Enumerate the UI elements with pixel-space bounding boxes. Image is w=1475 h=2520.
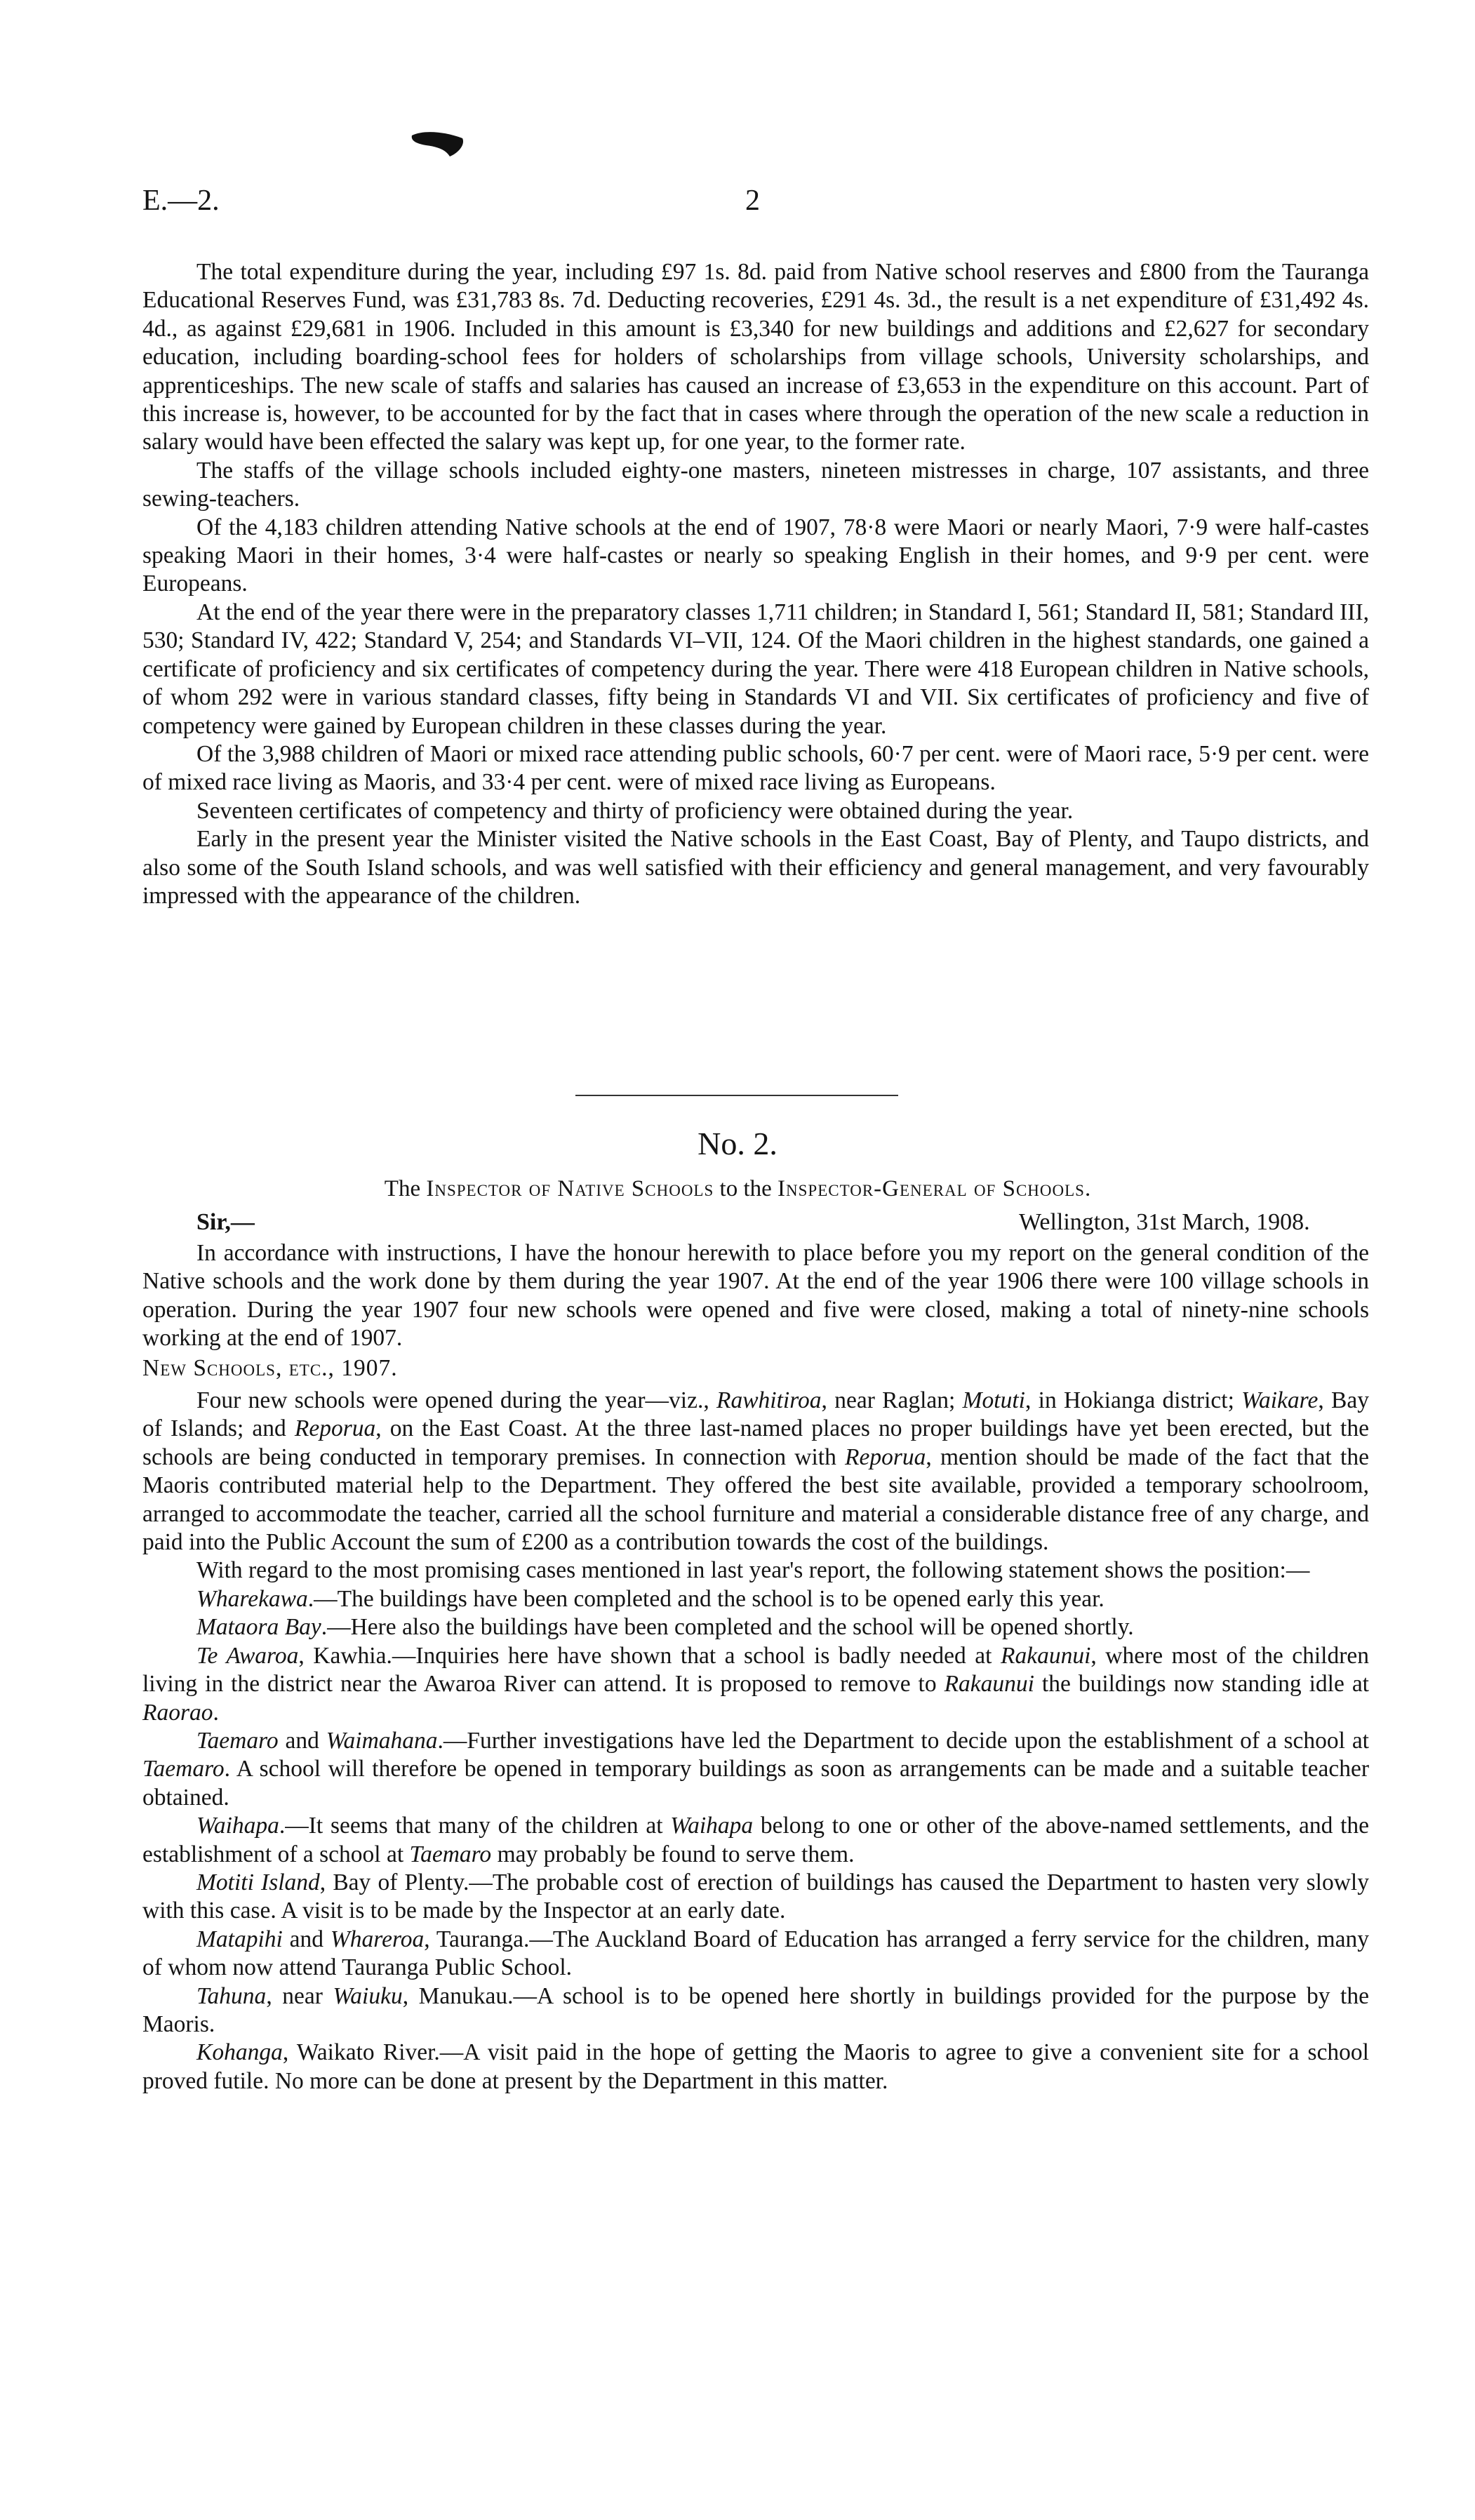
section-2-body xyxy=(142,1239,1369,2095)
paragraph-standards: At the end of the year there were in the preparatory classes 1,711 children; in Standard I, 561; Standard II, 581; Standard III, 530; Standard IV, 422; Standard V, 254; and Standards VI–VII, 124. Of the Maori children in the highest standards, one gained a certificate of proficiency and six certificates of competency during the year. There were 418 European children in Native schools, of whom 292 were in various standard classes, fifty being in Standards VI and VII. Six certificates of proficiency and five of competency were gained by European children in these classes during the year. xyxy=(142,599,1369,739)
letter-date: Wellington, 31st March, 1908. xyxy=(1019,1209,1310,1235)
case-taemaro: Taemaro and Waimahana.—Further investigations have led the Department to decide upon the establishment of a school at Taemaro. A school will therefore be opened in temporary buildings as soon as arrangements can be made and a suitable teacher obtained. xyxy=(142,1727,1369,1811)
section-divider xyxy=(575,1095,898,1096)
paragraph-certificates: Seventeen certificates of competency and thirty of proficiency were obtained during the year. xyxy=(196,797,1074,824)
document-code: E.—2. xyxy=(142,185,220,217)
case-kohanga: Kohanga, Waikato River.—A visit paid in the hope of getting the Maoris to agree to give a convenient site for a school proved futile. No more can be done at present by the Department in this matter. xyxy=(142,2039,1369,2094)
subheading-new-schools: New Schools, etc., 1907. xyxy=(142,1354,398,1381)
paragraph-staffs: The staffs of the village schools included eighty-one masters, nineteen mistresses in charge, 107 assistants, and three sewing-teachers. xyxy=(142,457,1369,512)
case-waihapa: Waihapa.—It seems that many of the children at Waihapa belong to one or other of the above-named settlements, and the establishment of a school at Taemaro may probably be found to serve them. xyxy=(142,1813,1370,1867)
case-te-awaroa: Te Awaroa, Kawhia.—Inquiries here have shown that a school is badly needed at Rakaunui, where most of the children living in the district near the Awaroa River can attend. It is proposed to remove to Rakaunui the buildings now standing idle at Raorao. xyxy=(142,1642,1370,1726)
paragraph-minister-visit: Early in the present year the Minister visited the Native schools in the East Coast, Bay of Plenty, and Taupo districts, and also some of the South Island schools, and was well satisfied with their efficiency and general management, and very favourably impressed with the appearance of the children. xyxy=(142,826,1369,909)
case-mataora-bay: Mataora Bay.—Here also the buildings have been completed and the school will be opened shortly. xyxy=(196,1614,1134,1641)
paragraph-intro: In accordance with instructions, I have the honour herewith to place before you my report on the general condition of the Native schools and the work done by them during the year 1907. At the end of the year 1906 there were 100 village schools in operation. During the year 1907 four new schools were opened and five were closed, making a total of ninety-nine schools working at the end of 1907. xyxy=(142,1240,1369,1352)
page-number: 2 xyxy=(745,185,760,217)
case-tahuna: Tahuna, near Waiuku, Manukau.—A school is to be opened here shortly in buildings provided for the purpose by the Maoris. xyxy=(142,1982,1369,2037)
case-motiti-island: Motiti Island, Bay of Plenty.—The probable cost of erection of buildings has caused the Department to hasten very slowly with this case. A visit is to be made by the Inspector at an early date. xyxy=(142,1869,1369,1924)
case-wharekawa: Wharekawa.—The buildings have been completed and the school is to be opened early this year. xyxy=(196,1585,1104,1612)
report-title: The Inspector of Native Schools to the Inspector-General of Schools. xyxy=(384,1176,1091,1201)
paragraph-new-schools: Four new schools were opened during the year—viz., Rawhitiroa, near Raglan; Motuti, in Hokianga district; Waikare, Bay of Islands; and Reporua, on the East Coast. At the three last-named places no proper buildings have yet been erected, but the schools are being conducted in temporary premises. In connection with Reporua, mention should be made of the fact that the Maoris contributed material help to the Department. They offered the best site available, provided a temporary schoolroom, arranged to accommodate the teacher, carried all the school furniture and material a considerable distance free of any charge, and paid into the Public Account the sum of £200 as a contribution towards the cost of the buildings. xyxy=(142,1387,1369,1556)
paragraph-promising-cases: With regard to the most promising cases mentioned in last year's report, the following statement shows the position:— xyxy=(196,1557,1310,1584)
section-1-body xyxy=(142,258,1369,910)
paragraph-children-race: Of the 4,183 children attending Native schools at the end of 1907, 78·8 were Maori or nearly Maori, 7·9 were half-castes speaking Maori in their homes, 3·4 were half-castes or nearly so speaking English in their homes, and 9·9 per cent. were Europeans. xyxy=(142,514,1369,597)
paragraph-public-schools: Of the 3,988 children of Maori or mixed race attending public schools, 60·7 per cent. were of Maori race, 5·9 per cent. were of mixed race living as Maoris, and 33·4 per cent. were of mixed race living as Europeans. xyxy=(142,740,1369,796)
salutation: Sir,— xyxy=(196,1209,255,1235)
report-number-heading: No. 2. xyxy=(698,1126,777,1161)
paragraph-expenditure: The total expenditure during the year, including £97 1s. 8d. paid from Native school reserves and £800 from the Tauranga Educational Reserves Fund, was £31,783 8s. 7d. Deducting recoveries, £291 4s. 3d., the result is a net expenditure of £31,492 4s. 4d., as against £29,681 in 1906. Included in this amount is £3,340 for new buildings and additions and £2,627 for secondary education, including boarding-school fees for holders of scholarships from village schools, University scholarships, and apprenticeships. The new scale of staffs and salaries has caused an increase of £3,653 in the expenditure on this account. Part of this increase is, however, to be accounted for by the fact that in cases where through the operation of the new scale a reduction in salary would have been effected the salary was kept up, for one year, to the former rate. xyxy=(142,259,1369,455)
case-matapihi: Matapihi and Whareroa, Tauranga.—The Auckland Board of Education has arranged a ferry service for the children, many of whom now attend Tauranga Public School. xyxy=(142,1926,1369,1981)
ink-blot xyxy=(409,128,467,159)
